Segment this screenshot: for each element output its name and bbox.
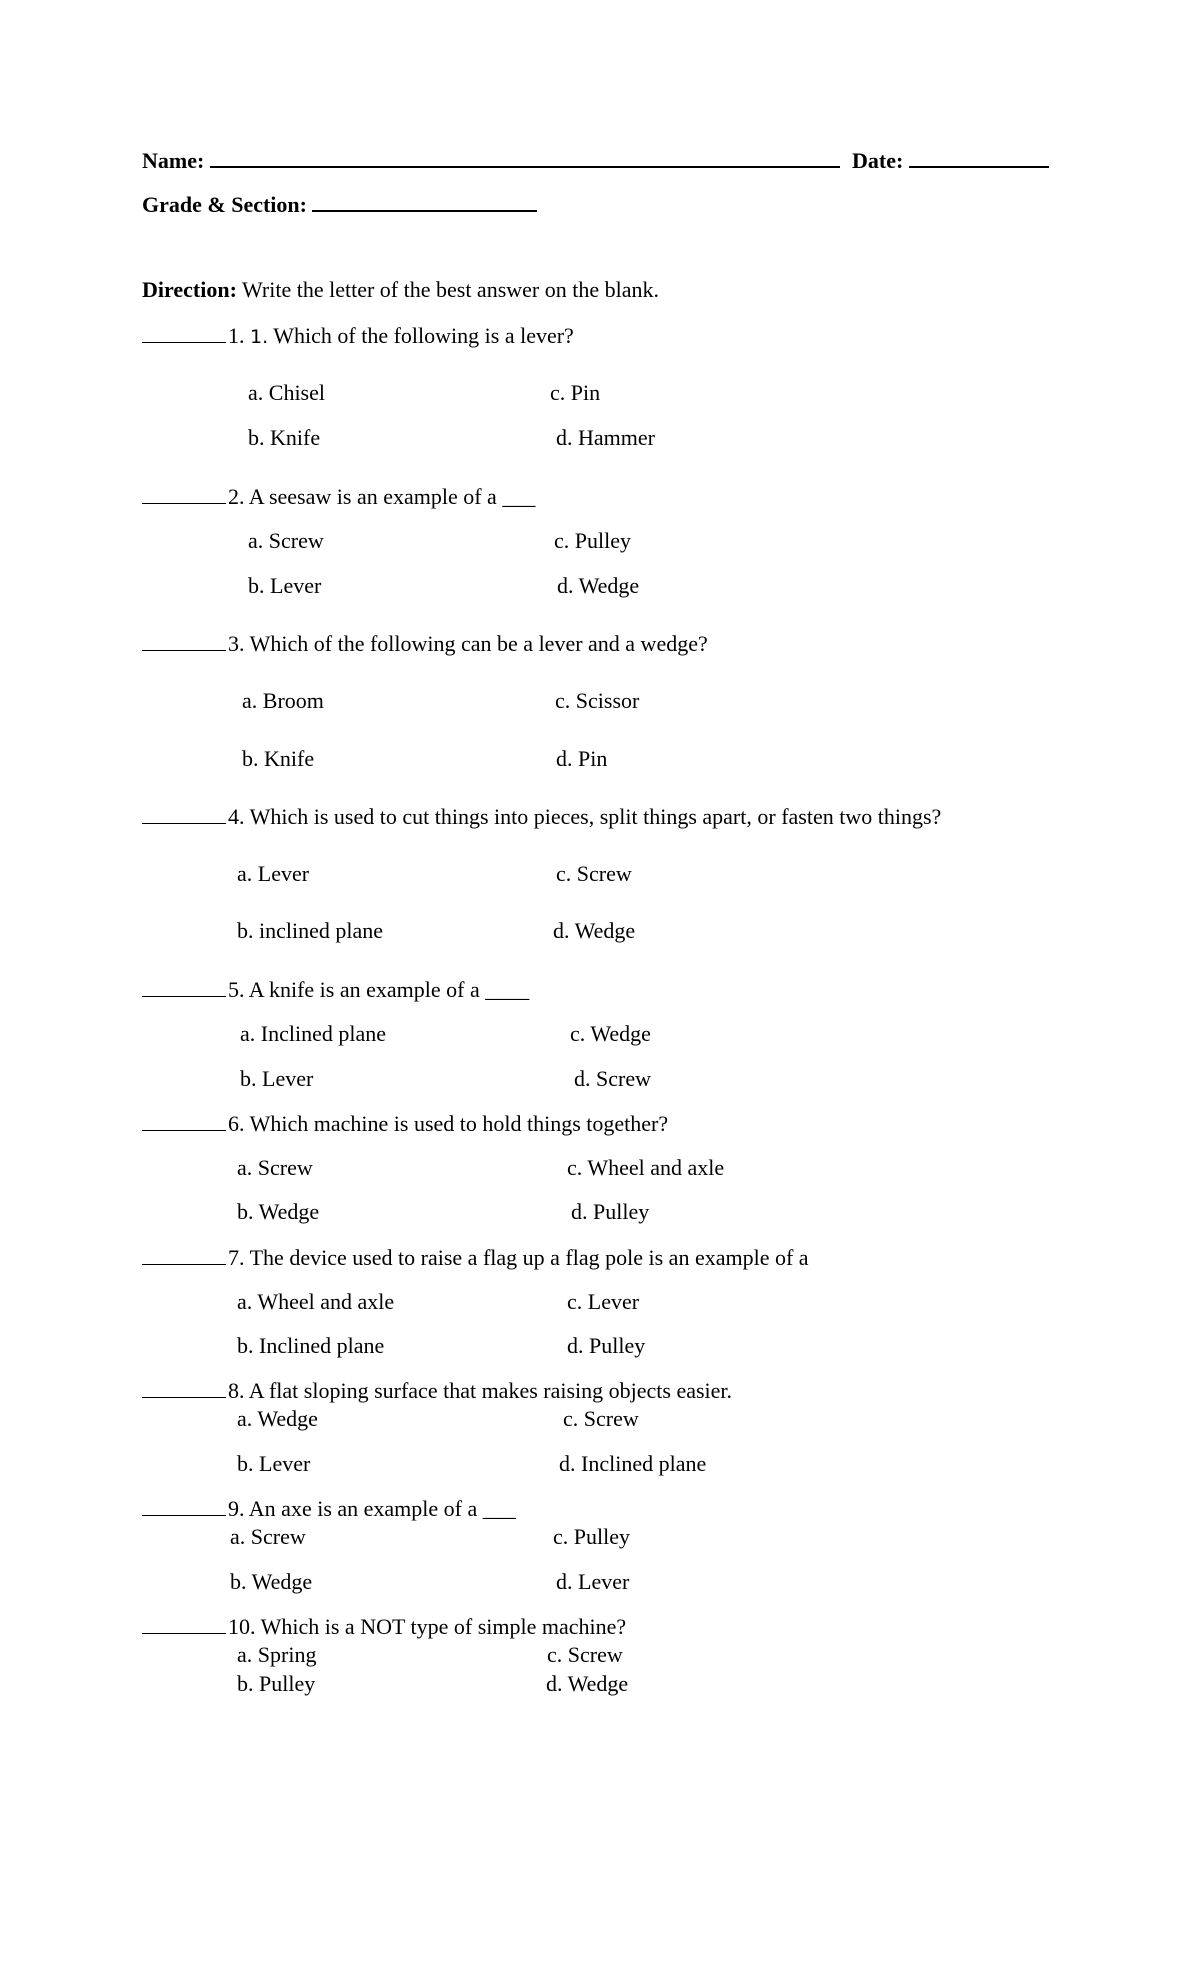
option-d: d. Pin	[556, 746, 608, 771]
option-b: b. Pulley	[237, 1671, 316, 1696]
question-text: Which of the following can be a lever and a wedge?	[249, 631, 708, 656]
option-b: b. Wedge	[230, 1569, 313, 1594]
answer-blank[interactable]	[142, 1495, 226, 1516]
answer-blank[interactable]	[142, 1377, 226, 1398]
option-a: a. Screw	[248, 528, 324, 553]
question-number: 5.	[228, 977, 245, 1002]
question-text: Which of the following is a lever?	[273, 323, 574, 348]
date-label: Date:	[852, 148, 904, 173]
question-number: 10.	[228, 1614, 256, 1639]
option-a: a. Wheel and axle	[237, 1289, 395, 1314]
question-10	[142, 1613, 626, 1640]
option-a: a. Inclined plane	[240, 1021, 386, 1046]
option-c: c. Screw	[563, 1406, 639, 1431]
option-a: a. Lever	[237, 861, 310, 886]
question-3	[142, 630, 708, 657]
grade-section-blank[interactable]	[312, 188, 537, 212]
option-b: b. Knife	[248, 425, 321, 450]
option-d: d. Hammer	[556, 425, 655, 450]
date-blank[interactable]	[909, 144, 1049, 168]
option-d: d. Wedge	[557, 573, 640, 598]
question-5	[142, 976, 529, 1003]
question-number: 8.	[228, 1378, 245, 1403]
direction-text: Write the letter of the best answer on the blank.	[242, 277, 659, 302]
option-b: b. inclined plane	[237, 918, 384, 943]
question-6	[142, 1110, 668, 1137]
question-number: 4.	[228, 804, 245, 829]
question-7	[142, 1244, 809, 1271]
question-prefix: 1.	[250, 326, 269, 348]
option-c: c. Lever	[567, 1289, 640, 1314]
name-row	[142, 144, 840, 174]
option-b: b. Lever	[237, 1451, 311, 1476]
question-1	[142, 322, 574, 350]
name-blank[interactable]	[210, 144, 840, 168]
option-d: d. Pulley	[567, 1333, 646, 1358]
option-a: a. Chisel	[248, 380, 325, 405]
option-c: c. Pin	[550, 380, 601, 405]
question-9	[142, 1495, 516, 1522]
question-number: 3.	[228, 631, 245, 656]
option-a: a. Spring	[237, 1642, 317, 1667]
option-b: b. Lever	[248, 573, 322, 598]
option-a: a. Screw	[230, 1524, 306, 1549]
option-b: b. Wedge	[237, 1199, 320, 1224]
option-c: c. Screw	[556, 861, 632, 886]
name-label: Name:	[142, 148, 205, 173]
question-4	[142, 803, 941, 830]
option-b: b. Lever	[240, 1066, 314, 1091]
grade-section-label: Grade & Section:	[142, 192, 307, 217]
question-text: Which machine is used to hold things together?	[249, 1111, 669, 1136]
question-text: A knife is an example of a ____	[248, 977, 530, 1002]
question-8	[142, 1377, 732, 1404]
answer-blank[interactable]	[142, 483, 226, 504]
answer-blank[interactable]	[142, 630, 226, 651]
question-number: 6.	[228, 1111, 245, 1136]
option-d: d. Wedge	[553, 918, 636, 943]
option-d: d. Lever	[556, 1569, 630, 1594]
answer-blank[interactable]	[142, 1110, 226, 1131]
grade-section-row	[142, 188, 537, 218]
option-b: b. Inclined plane	[237, 1333, 385, 1358]
answer-blank[interactable]	[142, 1613, 226, 1634]
question-number: 1.	[228, 323, 245, 348]
question-text: A flat sloping surface that makes raising objects easier.	[248, 1378, 733, 1403]
question-number: 9.	[228, 1496, 245, 1521]
option-c: c. Scissor	[555, 688, 640, 713]
question-text: An axe is an example of a ___	[248, 1496, 516, 1521]
date-row	[852, 144, 1049, 174]
question-number: 2.	[228, 484, 245, 509]
option-a: a. Broom	[242, 688, 324, 713]
answer-blank[interactable]	[142, 322, 226, 343]
option-c: c. Wheel and axle	[567, 1155, 725, 1180]
question-2	[142, 483, 535, 510]
answer-blank[interactable]	[142, 1244, 226, 1265]
question-text: Which is a NOT type of simple machine?	[260, 1614, 627, 1639]
option-d: d. Wedge	[546, 1671, 629, 1696]
answer-blank[interactable]	[142, 803, 226, 824]
question-text: A seesaw is an example of a ___	[248, 484, 536, 509]
option-d: d. Inclined plane	[559, 1451, 707, 1476]
option-a: a. Wedge	[237, 1406, 318, 1431]
direction	[142, 277, 659, 303]
option-d: d. Pulley	[571, 1199, 650, 1224]
question-number: 7.	[228, 1245, 245, 1270]
option-c: c. Wedge	[570, 1021, 651, 1046]
option-c: c. Pulley	[554, 528, 631, 553]
option-c: c. Screw	[547, 1642, 623, 1667]
option-d: d. Screw	[574, 1066, 651, 1091]
answer-blank[interactable]	[142, 976, 226, 997]
question-text: Which is used to cut things into pieces, split things apart, or fasten two things?	[249, 804, 942, 829]
question-text: The device used to raise a flag up a flag pole is an example of a	[249, 1245, 809, 1270]
direction-label: Direction:	[142, 277, 237, 302]
option-c: c. Pulley	[553, 1524, 630, 1549]
option-b: b. Knife	[242, 746, 315, 771]
option-a: a. Screw	[237, 1155, 313, 1180]
